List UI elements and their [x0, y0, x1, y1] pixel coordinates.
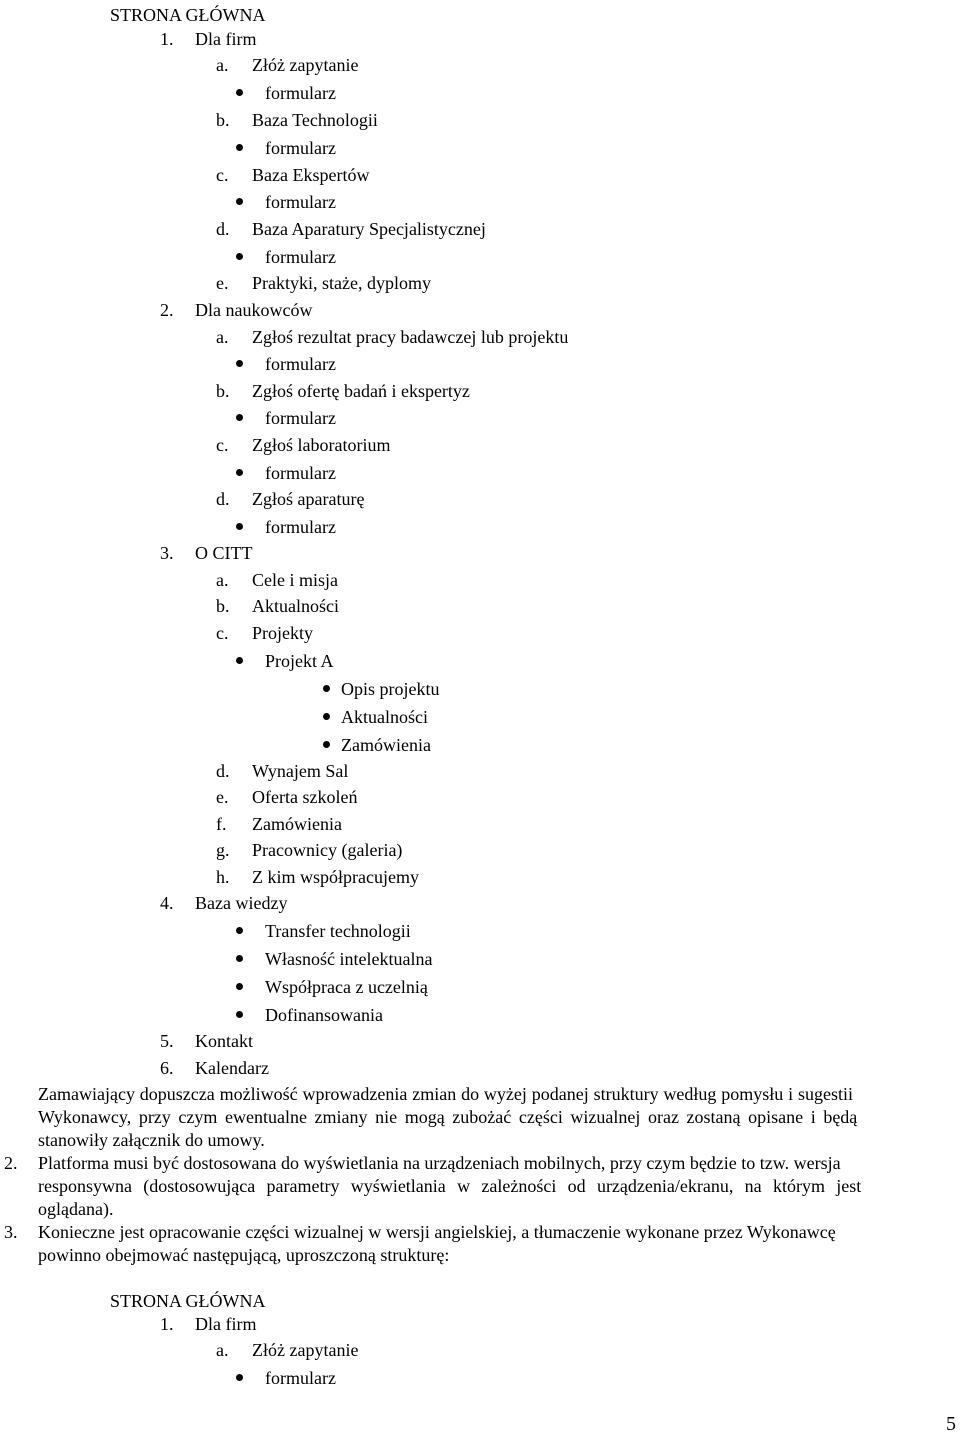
outline-form-item: formularz [265, 247, 336, 267]
outline-subitem-label: Pracownicy (galeria) [252, 840, 403, 860]
outline-item-num: 6. [160, 1058, 174, 1078]
outline-subitem-label: Baza Ekspertów [252, 165, 370, 185]
outline-subitem-num: d. [216, 219, 230, 239]
bullet-icon [236, 89, 243, 96]
outline-item-num: 4. [160, 893, 174, 913]
outline-item-label: O CITT [195, 543, 253, 563]
outline-item-label: Dla firm [195, 29, 257, 49]
outline-subitem-label: Zamówienia [252, 814, 342, 834]
outline-subitem-label: Wynajem Sal [252, 761, 349, 781]
bullet-icon [236, 523, 243, 530]
outline-home: STRONA GŁÓWNA [110, 5, 266, 25]
outline-project-subitem: Zamówienia [341, 735, 431, 755]
bullet-icon [236, 955, 243, 962]
outline-form-item: formularz [265, 192, 336, 212]
outline-subitem-label: Baza Technologii [252, 110, 378, 130]
outline-subitem-label: Zgłoś ofertę badań i ekspertyz [252, 381, 470, 401]
outline-item-num: 2. [160, 300, 174, 320]
outline-subitem-label: Projekty [252, 623, 313, 643]
outline-item-label: Kalendarz [195, 1058, 269, 1078]
outline-form-item: formularz [265, 517, 336, 537]
outline-item-dla-firm: 1. [160, 29, 174, 49]
outline-knowledge-item: Dofinansowania [265, 1005, 383, 1025]
outline-subitem-num: a. [216, 327, 229, 347]
outline-subitem-num: f. [216, 814, 227, 834]
outline-item-num: 3. [160, 543, 174, 563]
paragraph-line: Wykonawcy, przy czym ewentualne zmiany nie mogą zubożać części wizualnej oraz zostaną opisane i będą [38, 1107, 858, 1127]
outline-subitem-label: Zgłoś laboratorium [252, 435, 391, 455]
outline-subitem-num: c. [216, 623, 229, 643]
bullet-icon [236, 657, 243, 664]
outline-item-num: 5. [160, 1031, 174, 1051]
bullet-icon [236, 144, 243, 151]
outline-subitem-label: Baza Aparatury Specjalistycznej [252, 219, 486, 239]
page-number: 5 [946, 1413, 956, 1435]
outline-subitem-num: b. [216, 110, 230, 130]
outline-form-item: formularz [265, 408, 336, 428]
paragraph-line: stanowiły załącznik do umowy. [38, 1130, 265, 1150]
outline-form-item: formularz [265, 138, 336, 158]
bullet-icon [236, 253, 243, 260]
outline-subitem-num: e. [216, 273, 229, 293]
paragraph-line: oglądana). [38, 1199, 114, 1219]
bullet-icon [236, 1374, 243, 1381]
outline2-subitem-num: a. [216, 1340, 229, 1360]
outline-subitem-num: c. [216, 165, 229, 185]
outline-subitem-num: d. [216, 489, 230, 509]
bullet-icon [236, 414, 243, 421]
outline-subitem-label: Cele i misja [252, 570, 338, 590]
outline-subitem-label: Praktyki, staże, dyplomy [252, 273, 431, 293]
paragraph-line: Zamawiający dopuszcza możliwość wprowadzenia zmian do wyżej podanej struktury według pomysłu i sugestii [38, 1084, 853, 1104]
outline2-item-num: 1. [160, 1314, 174, 1334]
bullet-icon [236, 469, 243, 476]
outline-knowledge-item: Transfer technologii [265, 921, 411, 941]
outline-subitem-num: b. [216, 596, 230, 616]
bullet-icon [323, 741, 330, 748]
bullet-icon [236, 983, 243, 990]
paragraph-line: Konieczne jest opracowanie części wizualnej w wersji angielskiej, a tłumaczenie wykonane przez Wykonawcę [38, 1222, 836, 1242]
outline-subitem-label: Zgłoś rezultat pracy badawczej lub projektu [252, 327, 569, 347]
outline-project-subitem: Aktualności [341, 707, 428, 727]
outline-knowledge-item: Współpraca z uczelnią [265, 977, 428, 997]
paragraph-number: 3. [4, 1222, 18, 1242]
outline-subitem-num: d. [216, 761, 230, 781]
outline-item-label: Dla naukowców [195, 300, 313, 320]
outline-subitem-label: Oferta szkoleń [252, 787, 358, 807]
outline-project-subitem: Opis projektu [341, 679, 440, 699]
outline-project-item: Projekt A [265, 651, 334, 671]
outline-form-item: formularz [265, 354, 336, 374]
outline-subitem-label: Aktualności [252, 596, 339, 616]
outline-item-label: Kontakt [195, 1031, 253, 1051]
outline-subitem-num: a. [216, 570, 229, 590]
outline2-subitem-label: Złóż zapytanie [252, 1340, 359, 1360]
outline-subitem-num: b. [216, 381, 230, 401]
paragraph-line: Platforma musi być dostosowana do wyświetlania na urządzeniach mobilnych, przy czym będzie to tzw. wersja [38, 1153, 841, 1173]
bullet-icon [236, 927, 243, 934]
outline-subitem-num: g. [216, 840, 230, 860]
outline-subitem-num: a. [216, 55, 229, 75]
outline-knowledge-item: Własność intelektualna [265, 949, 433, 969]
bullet-icon [323, 685, 330, 692]
outline-form-item: formularz [265, 463, 336, 483]
bullet-icon [236, 198, 243, 205]
bullet-icon [236, 360, 243, 367]
outline-subitem-num: h. [216, 867, 230, 887]
bullet-icon [236, 1011, 243, 1018]
outline2-item-label: Dla firm [195, 1314, 257, 1334]
outline-subitem-label: Z kim współpracujemy [252, 867, 419, 887]
outline-subitem-num: c. [216, 435, 229, 455]
outline-subitem-label: Złóż zapytanie [252, 55, 359, 75]
paragraph-line: responsywna (dostosowująca parametry wyświetlania w zależności od urządzenia/ekranu, na którym jest [38, 1176, 862, 1196]
outline2-home: STRONA GŁÓWNA [110, 1291, 266, 1311]
bullet-icon [323, 713, 330, 720]
outline-item-label: Baza wiedzy [195, 893, 288, 913]
outline2-form-item: formularz [265, 1368, 336, 1388]
outline-subitem-label: Zgłoś aparaturę [252, 489, 365, 509]
outline-form-item: formularz [265, 83, 336, 103]
paragraph-line: powinno obejmować następującą, uproszczoną strukturę: [38, 1245, 450, 1265]
paragraph-number: 2. [4, 1153, 18, 1173]
outline-subitem-num: e. [216, 787, 229, 807]
